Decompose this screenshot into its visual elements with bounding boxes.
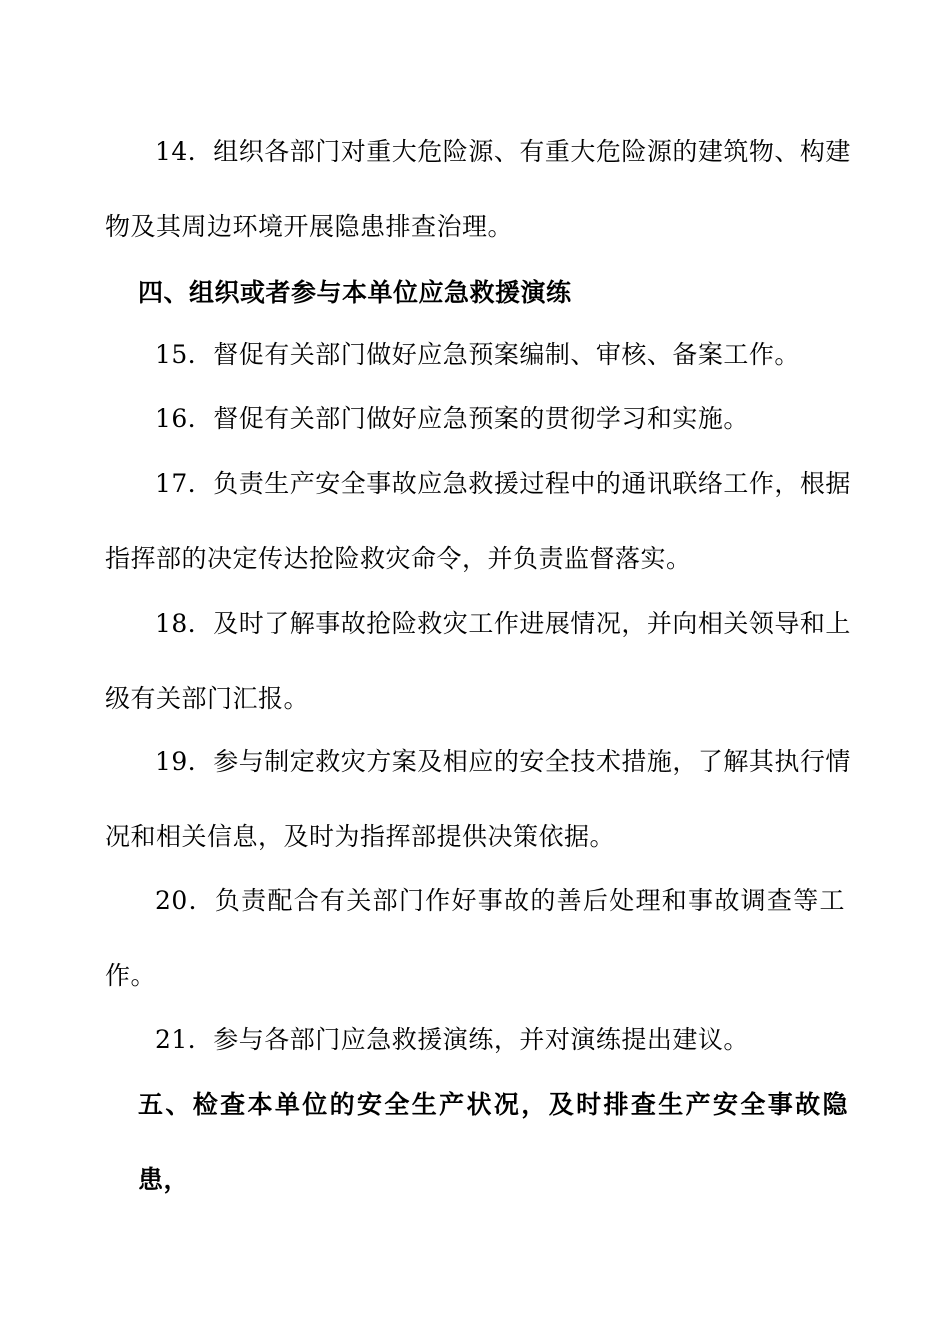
item-17-line-1: 17．负责生产安全事故应急救援过程中的通讯联络工作，根据 xyxy=(155,469,851,498)
item-19-line-2: 况和相关信息，及时为指挥部提供决策依据。 xyxy=(105,822,616,851)
section-heading-4: 四、组织或者参与本单位应急救援演练 xyxy=(138,278,572,307)
item-17-line-2: 指挥部的决定传达抢险救灾命令，并负责监督落实。 xyxy=(105,544,692,573)
item-21: 21．参与各部门应急救援演练，并对演练提出建议。 xyxy=(155,1025,749,1054)
item-18-line-2: 级有关部门汇报。 xyxy=(105,684,310,713)
item-14-line-2: 物及其周边环境开展隐患排查治理。 xyxy=(105,212,514,241)
item-20-line-1: 20．负责配合有关部门作好事故的善后处理和事故调查等工 xyxy=(155,886,845,915)
section-heading-5-line-2: 患， xyxy=(138,1165,190,1194)
section-heading-5-line-1: 五、检查本单位的安全生产状况，及时排查生产安全事故隐 xyxy=(138,1090,848,1119)
item-19-line-1: 19．参与制定救灾方案及相应的安全技术措施，了解其执行情 xyxy=(155,747,851,776)
item-14-line-1: 14．组织各部门对重大危险源、有重大危险源的建筑物、构建 xyxy=(155,137,851,166)
item-18-line-1: 18．及时了解事故抢险救灾工作进展情况，并向相关领导和上 xyxy=(155,609,851,638)
item-16: 16．督促有关部门做好应急预案的贯彻学习和实施。 xyxy=(155,404,749,433)
item-15: 15．督促有关部门做好应急预案编制、审核、备案工作。 xyxy=(155,340,800,369)
item-20-line-2: 作。 xyxy=(105,961,157,990)
